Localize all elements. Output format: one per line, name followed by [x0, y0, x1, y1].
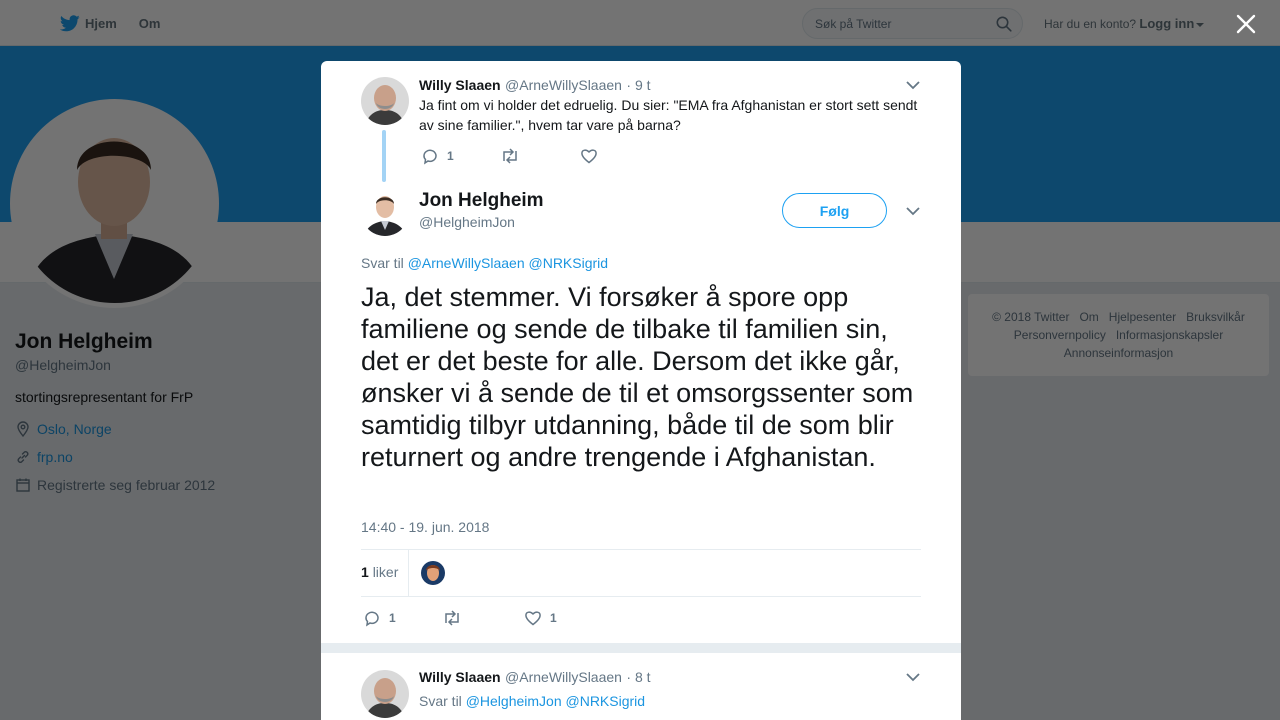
- divider: [361, 549, 921, 550]
- likes-stat-label: liker: [372, 564, 399, 580]
- reply-mention-link[interactable]: @NRKSigrid: [565, 693, 646, 709]
- parent-reply-count: 1: [447, 149, 454, 163]
- liker-avatar[interactable]: [421, 561, 445, 585]
- main-retweet-button[interactable]: [442, 609, 470, 627]
- like-icon: [524, 609, 542, 627]
- parent-tweet-header: [419, 77, 651, 95]
- likes-stat-count: 1: [361, 564, 369, 580]
- parent-reply-button[interactable]: [421, 147, 454, 165]
- reply-tweet-author-handle[interactable]: @ArneWillySlaaen: [505, 669, 622, 685]
- reply-tweet-reply-context: [419, 693, 645, 709]
- main-tweet-author-name[interactable]: Jon Helgheim: [419, 190, 544, 211]
- main-tweet-timestamp[interactable]: 14:40 - 19. jun. 2018: [361, 519, 490, 535]
- main-tweet-avatar[interactable]: [361, 188, 409, 236]
- parent-retweet-button[interactable]: [500, 147, 528, 165]
- reply-mention-link[interactable]: @HelgheimJon: [465, 693, 562, 709]
- parent-tweet-author-handle[interactable]: @ArneWillySlaaen: [505, 77, 622, 93]
- main-tweet-reply-context: [361, 255, 608, 271]
- retweet-icon: [500, 147, 520, 165]
- stat-divider: [408, 549, 409, 596]
- reply-icon: [421, 147, 439, 165]
- thread-connector: [382, 130, 386, 182]
- parent-tweet-time[interactable]: · 9 t: [626, 77, 651, 93]
- chevron-down-icon[interactable]: [906, 80, 920, 90]
- main-tweet-text: Ja, det stemmer. Vi forsøker å spore opp familiene og sende de tilbake til familien sin, det er det beste for alle. Dersom det ikke går, ønsker vi å sende de til et omsorgssenter som samtidig tilbyr utdanning, både til de som blir returnert og andre trengende i Afghanistan.: [361, 282, 914, 472]
- reply-tweet-time[interactable]: · 8 t: [626, 669, 651, 685]
- follow-button[interactable]: Følg: [782, 193, 887, 228]
- likes-stat[interactable]: [361, 564, 398, 580]
- main-like-button[interactable]: [524, 609, 557, 627]
- like-icon: [580, 147, 598, 165]
- retweet-icon: [442, 609, 462, 627]
- parent-tweet-text: Ja fint om vi holder det edruelig. Du sier: "EMA fra Afghanistan er stort sett sendt av sine familier.", hvem tar vare på barna?: [419, 97, 918, 133]
- parent-tweet-author-name[interactable]: Willy Slaaen: [419, 77, 501, 93]
- reply-tweet-header: [419, 669, 651, 687]
- close-icon[interactable]: [1236, 14, 1256, 34]
- divider: [361, 596, 921, 597]
- reply-icon: [363, 609, 381, 627]
- thread-separator: [321, 643, 961, 653]
- parent-tweet-avatar[interactable]: [361, 77, 409, 125]
- chevron-down-icon[interactable]: [906, 672, 920, 682]
- main-reply-count: 1: [389, 611, 396, 625]
- chevron-down-icon[interactable]: [906, 206, 920, 216]
- main-like-count: 1: [550, 611, 557, 625]
- reply-mention-link[interactable]: @ArneWillySlaaen: [407, 255, 525, 271]
- reply-prefix: Svar til: [361, 255, 404, 271]
- reply-tweet-avatar[interactable]: [361, 670, 409, 718]
- main-tweet-author-handle[interactable]: @HelgheimJon: [419, 214, 515, 230]
- reply-prefix: Svar til: [419, 693, 462, 709]
- main-reply-button[interactable]: [363, 609, 396, 627]
- reply-mention-link[interactable]: @NRKSigrid: [528, 255, 609, 271]
- reply-tweet-author-name[interactable]: Willy Slaaen: [419, 669, 501, 685]
- parent-like-button[interactable]: [580, 147, 606, 165]
